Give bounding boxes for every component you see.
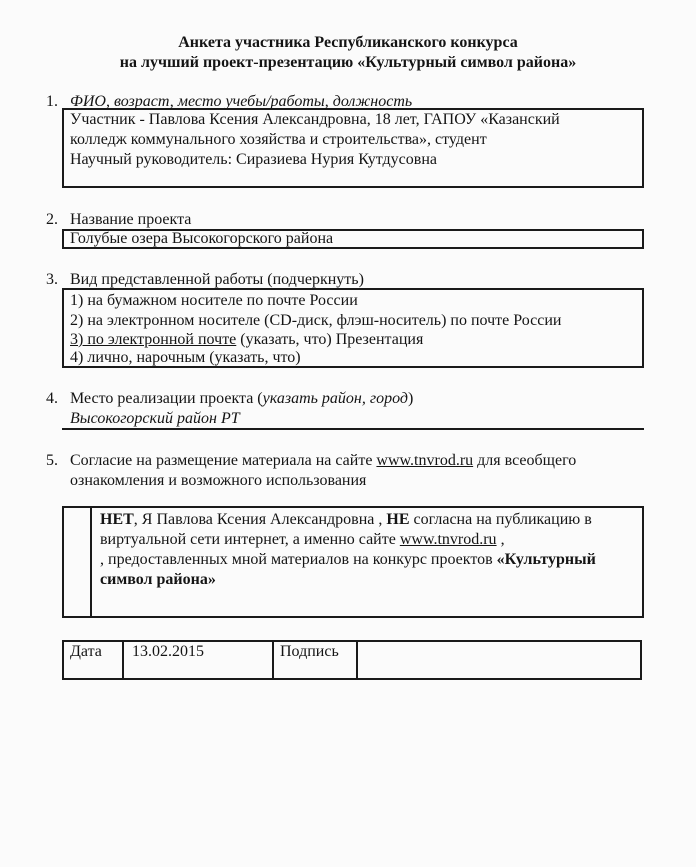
option-2: 2) на электронном носителе (CD-диск, флэш-носитель) по почте России <box>70 312 562 329</box>
consent-line3-text: , предоставленных мной материалов на конкурс проектов <box>100 551 497 568</box>
signature-table <box>62 640 642 680</box>
table-divider-2 <box>272 642 274 678</box>
section3-box <box>62 288 644 368</box>
section1-line2: колледж коммунального хозяйства и строительства», студент <box>70 131 487 148</box>
section1-heading: ФИО, возраст, место учебы/работы, должность <box>70 93 413 110</box>
consent-box <box>62 506 644 618</box>
consent-text1: , Я Павлова Ксения Александровна , <box>133 511 387 528</box>
section1-box <box>62 108 644 188</box>
section4-heading <box>70 389 413 409</box>
signature-label: Подпись <box>280 643 339 660</box>
table-divider-1 <box>122 642 124 678</box>
section4-heading-text: Место реализации проекта ( <box>70 390 263 407</box>
site-link[interactable]: www.tnvrod.ru <box>376 452 474 469</box>
section4-heading-italic: указать район, город <box>262 390 408 407</box>
section1-number: 1. <box>46 93 58 110</box>
consent-no: НЕТ <box>100 511 134 528</box>
option-3-rest: (указать, что) Презентация <box>236 331 424 348</box>
section5-number: 5. <box>46 452 58 469</box>
consent-line3 <box>100 550 596 570</box>
option-3-underlined: 3) по электронной почте <box>70 331 237 348</box>
option-1: 1) на бумажном носителе по почте России <box>70 292 358 309</box>
consent-line2-text: виртуальной сети интернет, а именно сайте <box>100 531 400 548</box>
section3-number: 3. <box>46 271 58 288</box>
option-4: 4) лично, нарочным (указать, что) <box>70 349 301 366</box>
date-label: Дата <box>70 643 102 660</box>
section2-number: 2. <box>46 211 58 228</box>
section1-line1: Участник - Павлова Ксения Александровна, 18 лет, ГАПОУ «Казанский <box>70 111 560 128</box>
date-value: 13.02.2015 <box>132 643 204 660</box>
section4-number: 4. <box>46 390 58 407</box>
location-value: Высокогорский район РТ <box>70 410 240 427</box>
section4-underline <box>62 428 644 430</box>
consent-not: НЕ <box>386 511 410 528</box>
section1-line3: Научный руководитель: Сиразиева Нурия Кутдусовна <box>70 151 437 168</box>
project-name: Голубые озера Высокогорского района <box>70 230 334 247</box>
consent-line1 <box>100 510 592 530</box>
consent-contest-name-part1: «Культурный <box>496 551 596 568</box>
consent-line2-end: , <box>496 531 505 548</box>
form-title-line1: Анкета участника Республиканского конкурса <box>178 34 518 51</box>
option-3 <box>70 330 423 350</box>
section5-line2: ознакомления и возможного использования <box>70 472 367 489</box>
section2-heading: Название проекта <box>70 211 192 228</box>
table-divider-3 <box>356 642 358 678</box>
section5-text-end: для всеобщего <box>473 452 577 469</box>
section5-line1 <box>70 451 576 471</box>
section4-heading-close: ) <box>407 390 414 407</box>
consent-margin-column <box>64 508 92 616</box>
section3-heading: Вид представленной работы (подчеркнуть) <box>70 271 364 288</box>
consent-line4: символ района» <box>100 571 216 588</box>
form-title-line2: на лучший проект-презентацию «Культурный символ района» <box>119 54 577 71</box>
consent-site-link[interactable]: www.tnvrod.ru <box>399 531 497 548</box>
consent-text2: согласна на публикацию в <box>409 511 592 528</box>
section2-box <box>62 229 644 249</box>
section5-text: Согласие на размещение материала на сайте <box>70 452 377 469</box>
consent-line2 <box>100 530 505 550</box>
